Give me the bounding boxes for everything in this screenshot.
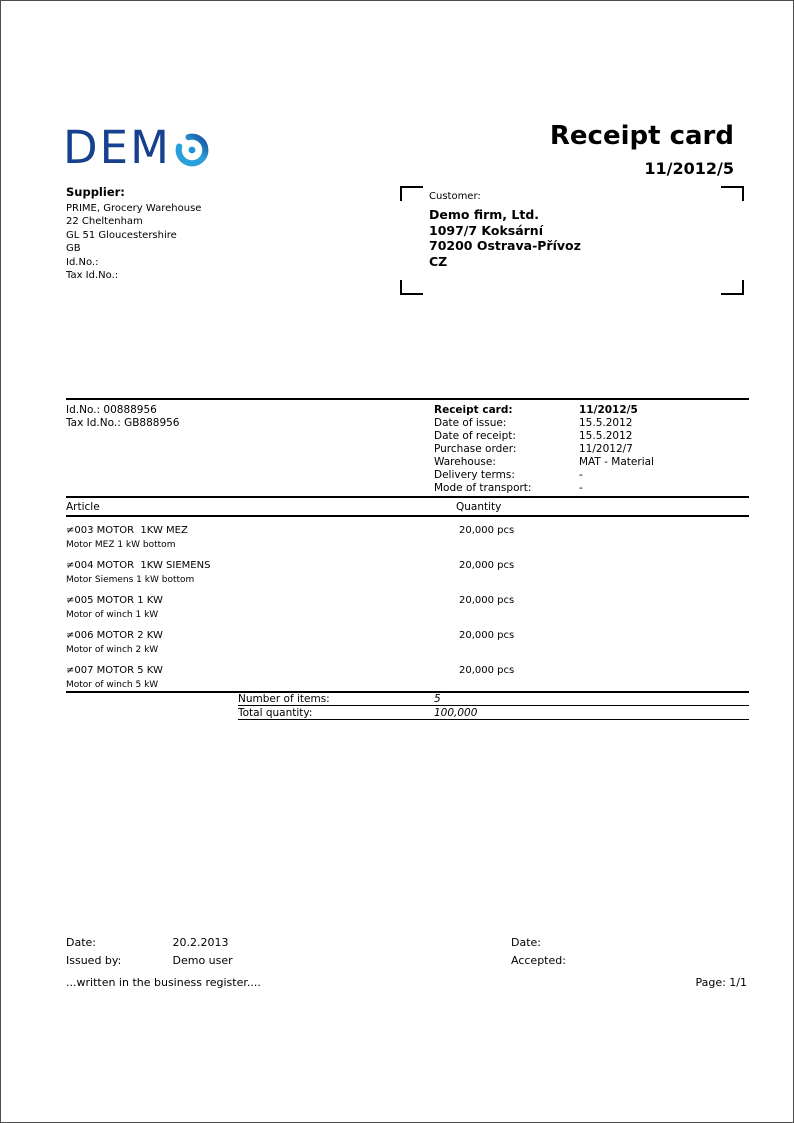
logo-text: DEM: [63, 121, 171, 174]
total-label: Total quantity:: [238, 707, 313, 719]
date-label: Date:: [66, 936, 96, 949]
item-description: Motor Siemens 1 kW bottom: [66, 575, 195, 585]
detail-label: Receipt card:: [434, 404, 513, 416]
item-article: ≠003 MOTOR 1KW MEZ: [66, 525, 188, 536]
accepted-date-label: Date:: [511, 936, 541, 949]
detail-value: 11/2012/7: [579, 443, 633, 455]
detail-row: [434, 456, 749, 469]
item-description: Motor MEZ 1 kW bottom: [66, 540, 176, 550]
date-value: 20.2.2013: [172, 936, 229, 949]
detail-value: 11/2012/5: [579, 404, 638, 416]
logo: [63, 121, 211, 174]
items-table-header: [66, 501, 749, 513]
customer-address: [429, 207, 581, 269]
divider: [66, 515, 749, 517]
supplier-line: Tax Id.No.:: [66, 270, 119, 281]
customer-line: Demo firm, Ltd.: [429, 207, 540, 222]
total-row: [238, 693, 749, 706]
circle-dot-icon: [173, 131, 211, 169]
detail-label: Warehouse:: [434, 456, 496, 468]
supplier-label: Supplier:: [66, 185, 125, 199]
detail-label: Date of issue:: [434, 417, 507, 429]
detail-value: -: [579, 469, 583, 481]
supplier-line: Id.No.:: [66, 256, 99, 268]
register-note: ...written in the business register....: [66, 976, 261, 989]
corner-mark-top-left: [400, 186, 423, 201]
supplier-line: 22 Cheltenham: [66, 216, 143, 227]
document-number: 11/2012/5: [644, 159, 734, 179]
divider: [66, 398, 749, 400]
detail-value: -: [579, 482, 583, 494]
total-value: 5: [434, 693, 441, 705]
customer-line: 1097/7 Koksární: [429, 222, 543, 238]
customer-line: 70200 Ostrava-Přívoz: [429, 238, 581, 253]
item-article: ≠004 MOTOR 1KW SIEMENS: [66, 560, 211, 571]
table-row: [66, 595, 749, 620]
company-ids-block: [66, 404, 180, 430]
item-article: ≠005 MOTOR 1 KW: [66, 595, 163, 606]
title-block: [550, 121, 734, 178]
table-row: [66, 525, 749, 550]
detail-row: [434, 482, 749, 495]
detail-row: [434, 430, 749, 443]
detail-row: [434, 443, 749, 456]
supplier-block: [66, 186, 201, 283]
table-row: [66, 665, 749, 690]
total-value: 100,000: [434, 707, 478, 719]
column-header-article: Article: [66, 501, 100, 513]
customer-line: CZ: [429, 253, 448, 269]
customer-label: Customer:: [429, 191, 481, 202]
detail-row: [434, 417, 749, 430]
item-article: ≠006 MOTOR 2 KW: [66, 630, 163, 641]
table-row: [66, 630, 749, 655]
document-details: [434, 404, 749, 495]
detail-row: [434, 469, 749, 482]
supplier-line: GL 51 Gloucestershire: [66, 229, 177, 241]
divider: [66, 496, 749, 498]
corner-mark-bottom-right: [721, 280, 744, 295]
detail-value: MAT - Material: [579, 456, 654, 468]
footer-issued-by: [66, 954, 233, 967]
table-row: [66, 560, 749, 585]
detail-label: Delivery terms:: [434, 469, 515, 481]
supplier-line: GB: [66, 243, 81, 254]
detail-label: Mode of transport:: [434, 482, 532, 494]
detail-label: Purchase order:: [434, 443, 517, 455]
item-quantity: 20,000 pcs: [459, 665, 515, 676]
item-description: Motor of winch 2 kW: [66, 645, 159, 655]
customer-address-window: [400, 186, 744, 295]
item-quantity: 20,000 pcs: [459, 525, 515, 536]
detail-value: 15.5.2012: [579, 430, 633, 442]
page-number: Page: 1/1: [695, 976, 747, 989]
supplier-line: PRIME, Grocery Warehouse: [66, 202, 202, 214]
column-header-quantity: Quantity: [456, 501, 502, 513]
footer-date-accepted: [511, 936, 541, 949]
detail-value: 15.5.2012: [579, 417, 633, 429]
item-description: Motor of winch 5 kW: [66, 680, 159, 690]
totals-block: [238, 693, 749, 721]
corner-mark-bottom-left: [400, 280, 423, 295]
footer-date-issued: [66, 936, 228, 949]
item-quantity: 20,000 pcs: [459, 595, 515, 606]
company-id-no: Id.No.: 00888956: [66, 404, 157, 416]
footer-accepted: [511, 954, 566, 967]
detail-label: Date of receipt:: [434, 430, 516, 442]
detail-row: [434, 404, 749, 417]
issued-by-value: Demo user: [172, 954, 233, 967]
corner-mark-top-right: [721, 186, 744, 201]
issued-by-label: Issued by:: [66, 954, 122, 967]
accepted-label: Accepted:: [511, 954, 566, 967]
item-quantity: 20,000 pcs: [459, 560, 515, 571]
total-row: [238, 707, 749, 720]
company-tax-id-no: Tax Id.No.: GB888956: [66, 417, 180, 429]
item-article: ≠007 MOTOR 5 KW: [66, 665, 163, 676]
item-quantity: 20,000 pcs: [459, 630, 515, 641]
item-description: Motor of winch 1 kW: [66, 610, 159, 620]
page-title: Receipt card: [549, 121, 734, 151]
total-label: Number of items:: [238, 693, 330, 705]
